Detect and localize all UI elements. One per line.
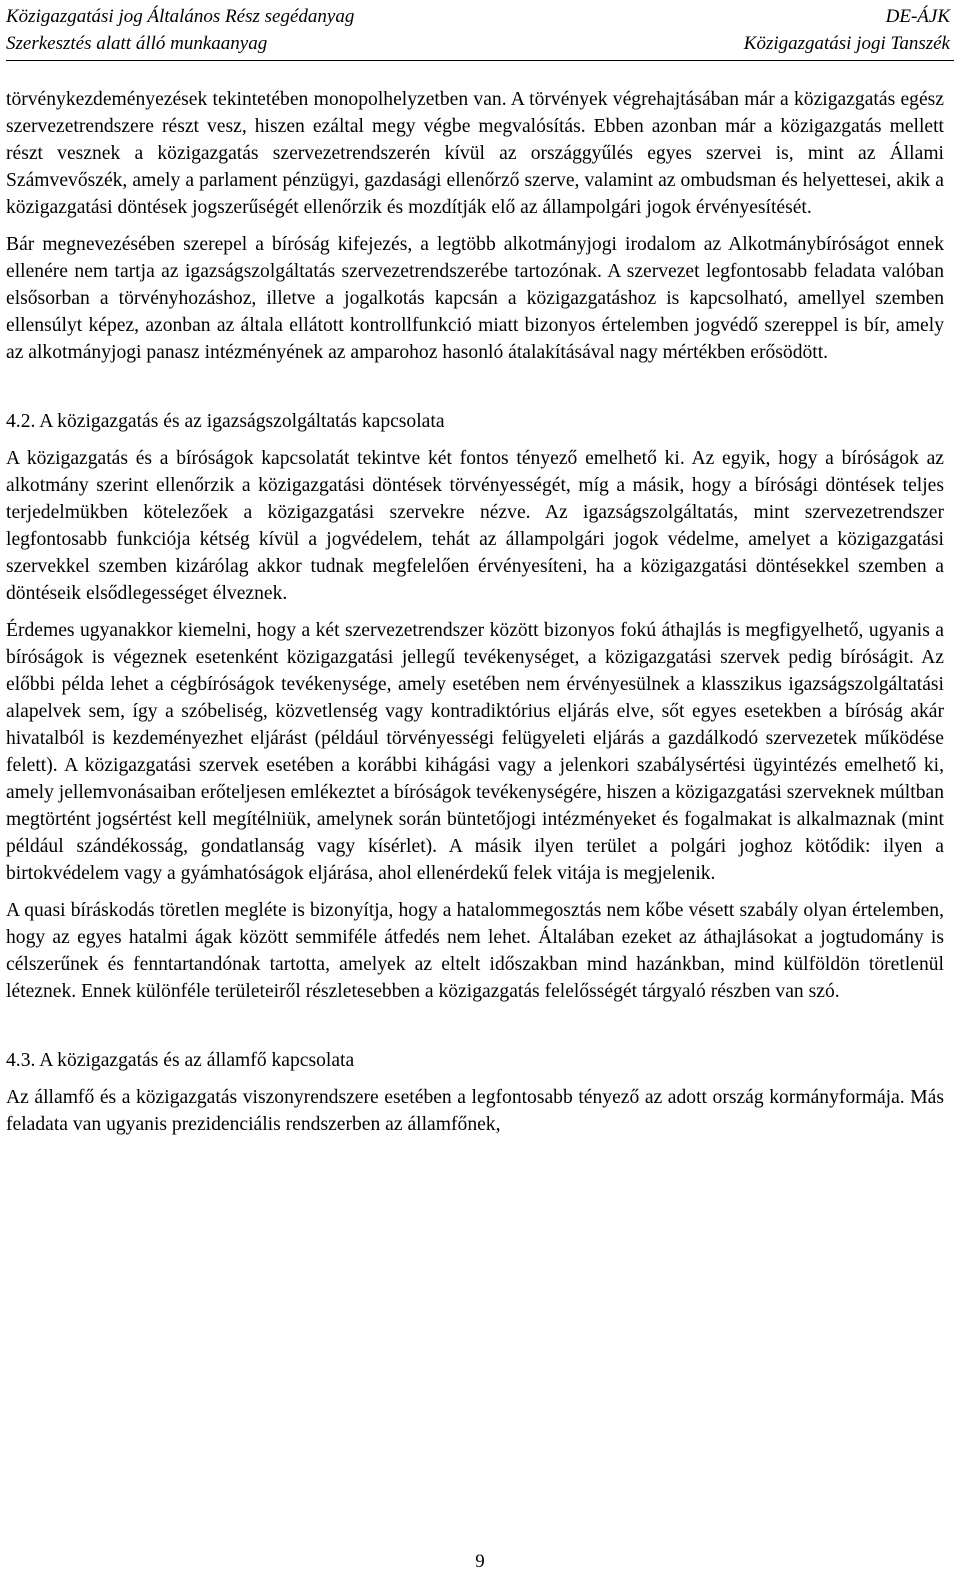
paragraph-5: A quasi bíráskodás töretlen megléte is bizonyítja, hogy a hatalommegosztás nem kőbe vésett szabály olyan értelemben, hogy az egyes hatalmi ágak között semmiféle átfedés nem lehet. Általában ezeket az áthajlásokat a jogtudomány is célszerűnek és fenntartandónak tartotta, amelyek az eltelt időszakban mind hazánkban, mind külföldön töretlenül léteznek. Ennek különféle területeiről részletesebben a közigazgatás felelősségét tárgyaló részben van szó. xyxy=(6,900,944,1002)
header-faculty: DE-ÁJK xyxy=(885,6,950,27)
header-course-title: Közigazgatási jog Általános Rész segédanyag xyxy=(6,6,355,27)
section-heading-4-2: 4.2. A közigazgatás és az igazságszolgáltatás kapcsolata xyxy=(6,411,445,432)
paragraph-6: Az államfő és a közigazgatás viszonyrendszere esetében a legfontosabb tényező az adott ország kormányformája. Más feladata van ugyanis prezidenciális rendszerben az államfőnek, xyxy=(6,1087,944,1135)
paragraph-2: Bár megnevezésében szerepel a bíróság kifejezés, a legtöbb alkotmányjogi irodalom az Alkotmánybíróságot ennek ellenére nem tartja az igazságszolgáltatás szervezetrendszerébe tartozónak. A szervezet legfontosabb feladata valóban elsősorban a törvényhozáshoz, illetve a jogalkotás kapcsán a közigazgatáshoz is kapcsolható, amellyel szemben ellensúlyt képez, azonban az általa ellátott kontrollfunkció miatt bizonyos értelemben jogvédő szereppel is bír, amely az alkotmányjogi panasz intézményének az amparohoz hasonló átalakításával nagy mértékben erősödött. xyxy=(6,234,944,363)
header-department: Közigazgatási jogi Tanszék xyxy=(743,33,950,54)
header-divider xyxy=(6,60,954,61)
header-right-block xyxy=(744,3,950,57)
page-header xyxy=(0,0,960,60)
paragraph-4: Érdemes ugyanakkor kiemelni, hogy a két szervezetrendszer között bizonyos fokú áthajlás is megfigyelhető, ugyanis a bíróságok is végeznek esetenként közigazgatási jellegű tevékenységet, a közigazgatási szervek pedig bíróságit. Az előbbi példa lehet a cégbíróságok tevékenysége, amely esetében nem érvényesülnek a klasszikus igazságszolgáltatási alapelvek sem, így a szóbeliség, közvetlenség vagy kontradiktórius eljárás elve, sőt egyes esetekben a bíróság akár hivatalból is kezdeményezhet eljárást (például törvényességi felügyeleti eljárás a gazdálkodó szervezetek működése felett). A közigazgatási szervek esetében a korábbi kihágási vagy a jelenkori szabálysértési ügyintézés emelhető ki, amely jellemvonásaiban erőteljesen emlékeztet a bíróságok tevékenységére, hiszen a közigazgatási szerveknek múltban megtörtént jogsértést kell megítélniük, amelynek során büntetőjogi intézményeket és fogalmakat is alkalmaznak (mint például szándékosság, gondatlanság vagy kísérlet). A másik ilyen terület a polgári joghoz kötődik: ilyen a birtokvédelem vagy a gyámhatóságok eljárása, ahol ellenérdekű felek vitája is megjelenik. xyxy=(6,620,944,884)
document-body xyxy=(6,86,944,1148)
page-number: 9 xyxy=(475,1551,485,1572)
header-draft-note: Szerkesztés alatt álló munkaanyag xyxy=(6,33,268,54)
paragraph-1: törvénykezdeményezések tekintetében monopolhelyzetben van. A törvények végrehajtásában már a közigazgatás egész szervezetrendszere részt vesz, hiszen ezáltal megy végbe megvalósítás. Ebben azonban már a közigazgatás mellett részt vesznek a közigazgatás szervezetrendszerén kívül az országgyűlés egyes szervei is, mint az Állami Számvevőszék, amely a parlament pénzügyi, gazdasági ellenőrző szerve, valamint az ombudsman és helyettesei, akik a közigazgatási döntések jogszerűségét ellenőrzik és mozdítják elő az állampolgári jogok érvényesítését. xyxy=(6,89,944,218)
section-heading-4-3: 4.3. A közigazgatás és az államfő kapcsolata xyxy=(6,1050,355,1071)
header-left-block xyxy=(6,3,354,57)
paragraph-3: A közigazgatás és a bíróságok kapcsolatát tekintve két fontos tényező emelhető ki. Az egyik, hogy a bíróságok az alkotmány szerint ellenőrzik a közigazgatási döntések törvényességét, míg a másik, hogy a bírósági döntések teljes terjedelmükben kötelezőek a közigazgatási szervekre nézve. Az igazságszolgáltatás, mint szervezetrendszer legfontosabb funkciója kétség kívül a jogvédelem, tehát az állampolgári jogok védelme, amelyet a közigazgatási szervekkel szemben kizárólag akkor tudnak megfelelően érvényesíteni, ha a közigazgatási döntésekkel szemben a döntéseik elsődlegességet élveznek. xyxy=(6,448,944,604)
